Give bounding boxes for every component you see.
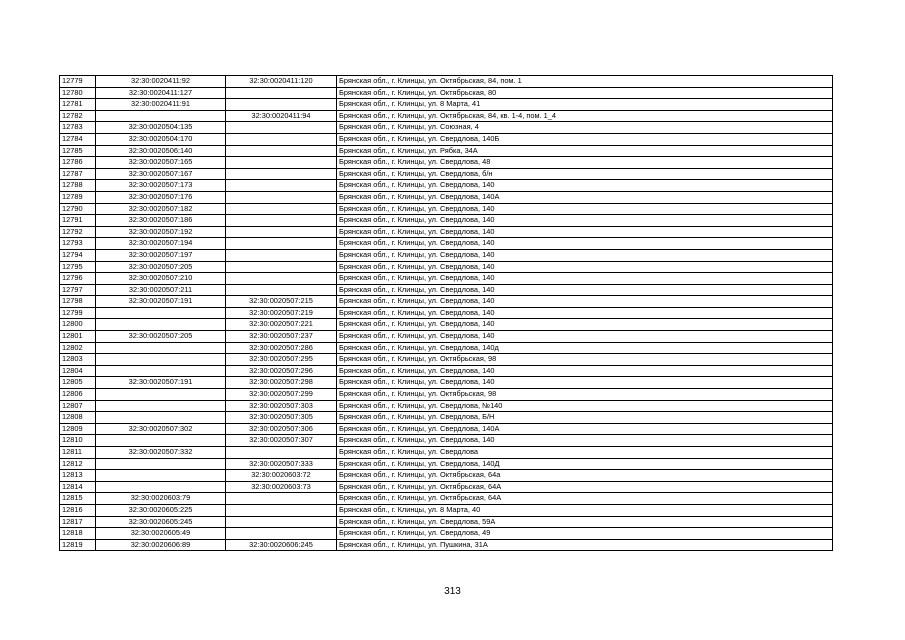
linked-cadastral-number-cell (226, 447, 337, 459)
address-cell: Брянская обл., г. Клинцы, ул. Свердлова, 140 (337, 307, 833, 319)
table-row (60, 261, 833, 273)
cadastral-number-cell (96, 458, 226, 470)
table-row (60, 342, 833, 354)
cadastral-number-cell (96, 365, 226, 377)
cadastral-number-cell (96, 389, 226, 401)
cadastral-number-cell: 32:30:0020507:191 (96, 296, 226, 308)
linked-cadastral-number-cell (226, 99, 337, 111)
table-row (60, 412, 833, 424)
table-row (60, 504, 833, 516)
row-number-cell: 12786 (60, 157, 96, 169)
row-number-cell: 12781 (60, 99, 96, 111)
linked-cadastral-number-cell: 32:30:0020507:306 (226, 423, 337, 435)
table-row (60, 400, 833, 412)
linked-cadastral-number-cell: 32:30:0020507:333 (226, 458, 337, 470)
row-number-cell: 12793 (60, 238, 96, 250)
address-cell: Брянская обл., г. Клинцы, ул. Свердлова, №140 (337, 400, 833, 412)
cadastral-number-cell: 32:30:0020507:205 (96, 331, 226, 343)
linked-cadastral-number-cell: 32:30:0020603:72 (226, 470, 337, 482)
table-row (60, 458, 833, 470)
cadastral-number-cell: 32:30:0020504:170 (96, 133, 226, 145)
linked-cadastral-number-cell (226, 493, 337, 505)
row-number-cell: 12808 (60, 412, 96, 424)
cadastral-number-cell: 32:30:0020507:192 (96, 226, 226, 238)
address-cell: Брянская обл., г. Клинцы, ул. Свердлова, 140 (337, 377, 833, 389)
table-row (60, 354, 833, 366)
address-cell: Брянская обл., г. Клинцы, ул. Октябрьская, 64А (337, 481, 833, 493)
linked-cadastral-number-cell: 32:30:0020507:295 (226, 354, 337, 366)
address-cell: Брянская обл., г. Клинцы, ул. Свердлова, 140 (337, 203, 833, 215)
linked-cadastral-number-cell (226, 249, 337, 261)
cadastral-number-cell (96, 400, 226, 412)
row-number-cell: 12801 (60, 331, 96, 343)
cadastral-number-cell: 32:30:0020507:176 (96, 191, 226, 203)
cadastral-number-cell: 32:30:0020411:127 (96, 87, 226, 99)
cadastral-number-cell (96, 435, 226, 447)
linked-cadastral-number-cell (226, 180, 337, 192)
row-number-cell: 12811 (60, 447, 96, 459)
cadastral-number-cell: 32:30:0020603:79 (96, 493, 226, 505)
linked-cadastral-number-cell: 32:30:0020507:298 (226, 377, 337, 389)
address-cell: Брянская обл., г. Клинцы, ул. Свердлова, 140 (337, 319, 833, 331)
table-row (60, 307, 833, 319)
address-cell: Брянская обл., г. Клинцы, ул. Свердлова, 140 (337, 273, 833, 285)
linked-cadastral-number-cell: 32:30:0020411:120 (226, 76, 337, 88)
address-cell: Брянская обл., г. Клинцы, ул. Свердлова (337, 447, 833, 459)
address-cell: Брянская обл., г. Клинцы, ул. Октябрьская, 64А (337, 493, 833, 505)
row-number-cell: 12809 (60, 423, 96, 435)
row-number-cell: 12782 (60, 110, 96, 122)
address-cell: Брянская обл., г. Клинцы, ул. Свердлова, 140 (337, 238, 833, 250)
row-number-cell: 12784 (60, 133, 96, 145)
address-cell: Брянская обл., г. Клинцы, ул. Октябрьская, 80 (337, 87, 833, 99)
cadastral-number-cell: 32:30:0020606:89 (96, 539, 226, 551)
row-number-cell: 12785 (60, 145, 96, 157)
cadastral-number-cell (96, 110, 226, 122)
row-number-cell: 12790 (60, 203, 96, 215)
cadastral-number-cell: 32:30:0020507:186 (96, 215, 226, 227)
table-row (60, 447, 833, 459)
cadastral-number-cell: 32:30:0020411:92 (96, 76, 226, 88)
linked-cadastral-number-cell: 32:30:0020606:245 (226, 539, 337, 551)
row-number-cell: 12788 (60, 180, 96, 192)
linked-cadastral-number-cell (226, 157, 337, 169)
cadastral-number-cell: 32:30:0020605:245 (96, 516, 226, 528)
address-cell: Брянская обл., г. Клинцы, ул. 8 Марта, 40 (337, 504, 833, 516)
row-number-cell: 12813 (60, 470, 96, 482)
table-row (60, 389, 833, 401)
address-cell: Брянская обл., г. Клинцы, ул. Свердлова, 140 (337, 261, 833, 273)
cadastral-number-cell: 32:30:0020507:332 (96, 447, 226, 459)
row-number-cell: 12792 (60, 226, 96, 238)
linked-cadastral-number-cell (226, 191, 337, 203)
cadastral-number-cell (96, 412, 226, 424)
cadastral-number-cell: 32:30:0020507:205 (96, 261, 226, 273)
address-cell: Брянская обл., г. Клинцы, ул. Свердлова, 140 (337, 435, 833, 447)
row-number-cell: 12817 (60, 516, 96, 528)
address-cell: Брянская обл., г. Клинцы, ул. Свердлова, б/н (337, 168, 833, 180)
table-row (60, 133, 833, 145)
row-number-cell: 12800 (60, 319, 96, 331)
row-number-cell: 12812 (60, 458, 96, 470)
address-cell: Брянская обл., г. Клинцы, ул. Свердлова, 140 (337, 365, 833, 377)
row-number-cell: 12807 (60, 400, 96, 412)
cadastral-number-cell (96, 342, 226, 354)
table-row (60, 180, 833, 192)
cadastral-number-cell: 32:30:0020507:194 (96, 238, 226, 250)
linked-cadastral-number-cell: 32:30:0020507:219 (226, 307, 337, 319)
row-number-cell: 12819 (60, 539, 96, 551)
linked-cadastral-number-cell (226, 203, 337, 215)
row-number-cell: 12780 (60, 87, 96, 99)
linked-cadastral-number-cell (226, 215, 337, 227)
linked-cadastral-number-cell (226, 273, 337, 285)
linked-cadastral-number-cell: 32:30:0020507:305 (226, 412, 337, 424)
address-cell: Брянская обл., г. Клинцы, ул. Свердлова, 140А (337, 423, 833, 435)
linked-cadastral-number-cell: 32:30:0020411:94 (226, 110, 337, 122)
address-cell: Брянская обл., г. Клинцы, ул. Свердлова, 140 (337, 215, 833, 227)
linked-cadastral-number-cell (226, 516, 337, 528)
cadastral-number-cell: 32:30:0020507:167 (96, 168, 226, 180)
table-row (60, 481, 833, 493)
cadastral-number-cell (96, 307, 226, 319)
row-number-cell: 12805 (60, 377, 96, 389)
row-number-cell: 12798 (60, 296, 96, 308)
row-number-cell: 12799 (60, 307, 96, 319)
row-number-cell: 12818 (60, 528, 96, 540)
address-cell: Брянская обл., г. Клинцы, ул. Октябрьская, 84, пом. 1 (337, 76, 833, 88)
linked-cadastral-number-cell (226, 145, 337, 157)
address-cell: Брянская обл., г. Клинцы, ул. Свердлова, 140Д (337, 458, 833, 470)
cadastral-number-cell: 32:30:0020507:211 (96, 284, 226, 296)
table-row (60, 493, 833, 505)
address-cell: Брянская обл., г. Клинцы, ул. Свердлова, 140 (337, 249, 833, 261)
table-row (60, 365, 833, 377)
cadastral-number-cell: 32:30:0020507:302 (96, 423, 226, 435)
registry-table-body (60, 76, 833, 551)
table-row (60, 157, 833, 169)
address-cell: Брянская обл., г. Клинцы, ул. Октябрьская, 98 (337, 389, 833, 401)
table-row (60, 87, 833, 99)
address-cell: Брянская обл., г. Клинцы, ул. Свердлова, 48 (337, 157, 833, 169)
cadastral-number-cell: 32:30:0020507:210 (96, 273, 226, 285)
linked-cadastral-number-cell (226, 238, 337, 250)
page-number: 313 (444, 586, 461, 597)
cadastral-number-cell: 32:30:0020507:173 (96, 180, 226, 192)
linked-cadastral-number-cell: 32:30:0020507:221 (226, 319, 337, 331)
address-cell: Брянская обл., г. Клинцы, ул. Октябрьская, 84, кв. 1-4, пом. 1_4 (337, 110, 833, 122)
linked-cadastral-number-cell (226, 168, 337, 180)
linked-cadastral-number-cell (226, 226, 337, 238)
cadastral-number-cell (96, 481, 226, 493)
row-number-cell: 12815 (60, 493, 96, 505)
address-cell: Брянская обл., г. Клинцы, ул. Свердлова, 140 (337, 180, 833, 192)
table-row (60, 203, 833, 215)
row-number-cell: 12806 (60, 389, 96, 401)
cadastral-number-cell: 32:30:0020605:49 (96, 528, 226, 540)
address-cell: Брянская обл., г. Клинцы, ул. Свердлова, 140 (337, 284, 833, 296)
cadastral-number-cell (96, 470, 226, 482)
address-cell: Брянская обл., г. Клинцы, ул. Свердлова, 140Б (337, 133, 833, 145)
row-number-cell: 12816 (60, 504, 96, 516)
row-number-cell: 12787 (60, 168, 96, 180)
row-number-cell: 12794 (60, 249, 96, 261)
row-number-cell: 12791 (60, 215, 96, 227)
row-number-cell: 12795 (60, 261, 96, 273)
table-row (60, 516, 833, 528)
address-cell: Брянская обл., г. Клинцы, ул. Свердлова, 59А (337, 516, 833, 528)
linked-cadastral-number-cell (226, 504, 337, 516)
address-cell: Брянская обл., г. Клинцы, ул. Свердлова, 140д (337, 342, 833, 354)
address-cell: Брянская обл., г. Клинцы, ул. Свердлова, 140 (337, 331, 833, 343)
address-cell: Брянская обл., г. Клинцы, ул. Свердлова, 49 (337, 528, 833, 540)
table-row (60, 215, 833, 227)
table-row (60, 226, 833, 238)
linked-cadastral-number-cell (226, 87, 337, 99)
table-row (60, 377, 833, 389)
address-cell: Брянская обл., г. Клинцы, ул. Октябрьская, 98 (337, 354, 833, 366)
cadastral-number-cell: 32:30:0020507:197 (96, 249, 226, 261)
table-row (60, 470, 833, 482)
table-row (60, 99, 833, 111)
linked-cadastral-number-cell (226, 528, 337, 540)
table-row (60, 528, 833, 540)
linked-cadastral-number-cell: 32:30:0020603:73 (226, 481, 337, 493)
cadastral-number-cell: 32:30:0020507:182 (96, 203, 226, 215)
table-row (60, 168, 833, 180)
cadastral-number-cell: 32:30:0020411:91 (96, 99, 226, 111)
linked-cadastral-number-cell (226, 261, 337, 273)
address-cell: Брянская обл., г. Клинцы, ул. 8 Марта, 41 (337, 99, 833, 111)
table-row (60, 284, 833, 296)
row-number-cell: 12789 (60, 191, 96, 203)
address-cell: Брянская обл., г. Клинцы, ул. Пушкина, 31А (337, 539, 833, 551)
address-cell: Брянская обл., г. Клинцы, ул. Свердлова, Б/Н (337, 412, 833, 424)
row-number-cell: 12803 (60, 354, 96, 366)
linked-cadastral-number-cell: 32:30:0020507:299 (226, 389, 337, 401)
address-cell: Брянская обл., г. Клинцы, ул. Союзная, 4 (337, 122, 833, 134)
row-number-cell: 12814 (60, 481, 96, 493)
row-number-cell: 12810 (60, 435, 96, 447)
row-number-cell: 12796 (60, 273, 96, 285)
table-row (60, 76, 833, 88)
table-row (60, 331, 833, 343)
table-row (60, 145, 833, 157)
table-row (60, 249, 833, 261)
linked-cadastral-number-cell (226, 133, 337, 145)
table-row (60, 191, 833, 203)
cadastral-number-cell (96, 319, 226, 331)
linked-cadastral-number-cell: 32:30:0020507:296 (226, 365, 337, 377)
table-row (60, 539, 833, 551)
table-row (60, 319, 833, 331)
address-cell: Брянская обл., г. Клинцы, ул. Рябка, 34А (337, 145, 833, 157)
cadastral-number-cell: 32:30:0020506:140 (96, 145, 226, 157)
address-cell: Брянская обл., г. Клинцы, ул. Свердлова, 140 (337, 296, 833, 308)
address-cell: Брянская обл., г. Клинцы, ул. Свердлова, 140 (337, 226, 833, 238)
table-row (60, 435, 833, 447)
cadastral-number-cell (96, 354, 226, 366)
cadastral-number-cell: 32:30:0020507:191 (96, 377, 226, 389)
cadastral-number-cell: 32:30:0020504:135 (96, 122, 226, 134)
table-row (60, 122, 833, 134)
table-row (60, 238, 833, 250)
registry-table (59, 75, 833, 551)
linked-cadastral-number-cell: 32:30:0020507:307 (226, 435, 337, 447)
address-cell: Брянская обл., г. Клинцы, ул. Свердлова, 140А (337, 191, 833, 203)
table-row (60, 273, 833, 285)
row-number-cell: 12802 (60, 342, 96, 354)
row-number-cell: 12797 (60, 284, 96, 296)
table-row (60, 110, 833, 122)
linked-cadastral-number-cell: 32:30:0020507:215 (226, 296, 337, 308)
linked-cadastral-number-cell (226, 122, 337, 134)
linked-cadastral-number-cell: 32:30:0020507:286 (226, 342, 337, 354)
cadastral-number-cell: 32:30:0020605:225 (96, 504, 226, 516)
row-number-cell: 12783 (60, 122, 96, 134)
address-cell: Брянская обл., г. Клинцы, ул. Октябрьская, 64а (337, 470, 833, 482)
table-row (60, 296, 833, 308)
cadastral-number-cell: 32:30:0020507:165 (96, 157, 226, 169)
linked-cadastral-number-cell (226, 284, 337, 296)
linked-cadastral-number-cell: 32:30:0020507:303 (226, 400, 337, 412)
linked-cadastral-number-cell: 32:30:0020507:237 (226, 331, 337, 343)
row-number-cell: 12779 (60, 76, 96, 88)
table-row (60, 423, 833, 435)
row-number-cell: 12804 (60, 365, 96, 377)
